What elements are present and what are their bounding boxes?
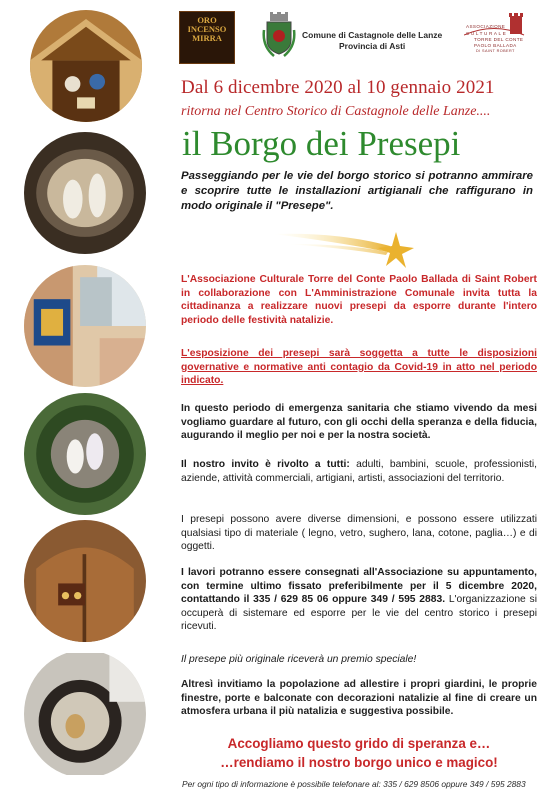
logo-word-oro: ORO bbox=[197, 15, 217, 25]
nativity-photo-street-window bbox=[24, 265, 146, 387]
logo-word-mirra: MIRRA bbox=[192, 33, 222, 43]
nativity-photo-greenery-frame bbox=[24, 393, 146, 515]
assoc-logo-line-5: DI SAINT ROBERT bbox=[476, 49, 515, 53]
decorations-paragraph: Altresì invitiamo la popolazione ad allestire i propri giardini, le proprie finestre, porte e balconate con decorazioni natalizie al fine di creare un atmosfera urbana il più natalizia e suggestiva possibile. bbox=[181, 679, 537, 718]
nativity-photo-straw-hut bbox=[30, 10, 142, 122]
closing-line-2: …rendiamo il nostro borgo unico e magico! bbox=[220, 755, 498, 770]
nativity-photo-wooden-door bbox=[24, 520, 146, 642]
logo-word-incenso: INCENSO bbox=[187, 24, 227, 34]
provincia-name: Provincia di Asti bbox=[338, 41, 406, 51]
assoc-logo-line-1: ASSOCIAZIONE bbox=[466, 24, 506, 29]
nativity-photo-wreath-oval bbox=[24, 132, 146, 254]
audience-lead: Il nostro invito è rivolto a tutti: bbox=[181, 459, 350, 470]
associazione-logo bbox=[464, 12, 534, 62]
comune-header bbox=[302, 30, 442, 52]
delivery-terms: I lavori potranno essere consegnati all'Associazione su appuntamento, con termine ultimo fissato preferibilmente per il 5 dicembre 2020, contattando il 335 / 629 85 06 oppure 349 / 595 2883. bbox=[181, 567, 537, 606]
audience-paragraph bbox=[181, 458, 537, 485]
page-title: il Borgo dei Presepi bbox=[182, 124, 461, 163]
event-dates: Dal 6 dicembre 2020 al 10 gennaio 2021 bbox=[181, 77, 495, 98]
comet-star-icon bbox=[268, 226, 418, 274]
audience-list: adulti, bambini, scuole, professionisti, aziende, attività commerciali, artigiani, artisti, associazioni del territorio. bbox=[181, 459, 537, 484]
intro-text: Passeggiando per le vie del borgo storico si potranno ammirare e scoprire tutte le installazioni artigianali che raffigurano in modo originale il "Presepe". bbox=[181, 170, 533, 212]
nativity-photo-barrel bbox=[24, 650, 146, 778]
delivery-note: L'organizzazione si occuperà di sistemare ed esporre per le vie del centro storico i presepi ricevuti. bbox=[181, 594, 537, 633]
delivery-paragraph bbox=[181, 566, 537, 634]
comune-crest-icon bbox=[262, 12, 296, 60]
materials-paragraph: I presepi possono avere diverse dimensioni, e possono essere utilizzati qualsiasi tipo di materiale ( legno, vetro, sughero, lana, cotone, paglia…) e di oggetti. bbox=[181, 514, 537, 553]
hope-paragraph: In questo periodo di emergenza sanitaria che stiamo vivendo da mesi vogliamo guardare al futuro, con gli occhi della speranza e della fiducia, augurando il meglio per noi e per la nostra società. bbox=[181, 403, 537, 442]
assoc-logo-line-3: TORRE DEL CONTE bbox=[474, 37, 524, 42]
closing-line-1: Accogliamo questo grido di speranza e… bbox=[227, 736, 491, 751]
assoc-logo-line-4: PAOLO BALLADA bbox=[474, 43, 517, 48]
oro-incenso-mirra-logo bbox=[179, 11, 235, 64]
assoc-logo-line-2: CULTURALE bbox=[466, 31, 508, 36]
comune-name: Comune di Castagnole delle Lanze bbox=[302, 30, 443, 40]
event-subtitle: ritorna nel Centro Storico di Castagnole delle Lanze.... bbox=[181, 104, 491, 119]
covid-rules-paragraph: L'esposizione dei presepi sarà soggetta a tutte le disposizioni governative e normative anti contagio da Covid-19 in atto nel periodo indicato. bbox=[181, 348, 537, 387]
prize-note: Il presepe più originale riceverà un premio speciale! bbox=[181, 654, 417, 665]
contact-footer: Per ogni tipo di informazione è possibile telefonare al: 335 / 629 8506 oppure 349 / 595 2883 bbox=[182, 779, 526, 789]
association-invite-paragraph: L'Associazione Culturale Torre del Conte Paolo Ballada di Saint Robert in collaborazione con L'Amministrazione Comunale invita tutta la cittadinanza a realizzare nuovi presepi da esporre durante l'intero periodo delle festività natalizie. bbox=[181, 274, 537, 326]
